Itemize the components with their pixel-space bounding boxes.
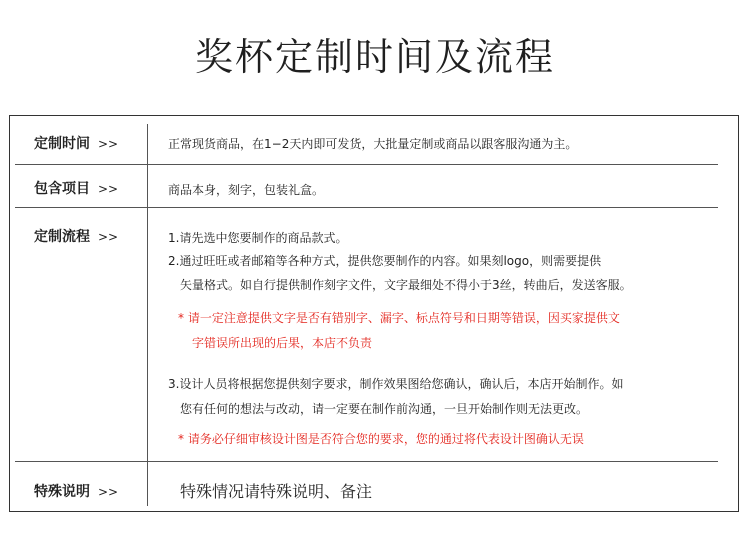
row-label-text: 定制时间 [34, 136, 90, 152]
row-value-included-items: 商品本身，刻字，包装礼盒。 [168, 183, 325, 197]
row-label-text: 包含项目 [34, 181, 90, 197]
row-label-custom-time [34, 133, 118, 153]
process-step-1: 1.请先选中您要制作的商品款式。 [168, 231, 348, 245]
chevron-right-icon: >> [98, 182, 119, 196]
row-label-text: 特殊说明 [34, 484, 90, 500]
warning-note-1-cont: 字错误所出现的后果，本店不负责 [192, 336, 373, 350]
row-value-special-notes: 特殊情况请特殊说明、备注 [180, 482, 373, 501]
chevron-right-icon: >> [98, 137, 119, 151]
warning-note-1: * 请一定注意提供文字是否有错别字、漏字、标点符号和日期等错误，因买家提供文 [178, 311, 620, 325]
row-divider [15, 207, 718, 208]
row-label-custom-process [34, 226, 118, 246]
warning-note-2: * 请务必仔细审核设计图是否符合您的要求，您的通过将代表设计图确认无误 [178, 432, 584, 446]
chevron-right-icon: >> [98, 230, 119, 244]
process-step-3-cont: 您有任何的想法与改动，请一定要在制作前沟通，一旦开始制作则无法更改。 [180, 402, 589, 416]
row-label-special-notes [34, 481, 118, 501]
row-label-included-items [34, 178, 118, 198]
chevron-right-icon: >> [98, 485, 119, 499]
row-divider [15, 461, 718, 462]
row-label-text: 定制流程 [34, 229, 90, 245]
process-step-2-cont: 矢量格式。如自行提供制作刻字文件，文字最细处不得小于3丝，转曲后，发送客服。 [180, 278, 632, 292]
process-step-2: 2.通过旺旺或者邮箱等各种方式，提供您要制作的内容。如果刻logo，则需要提供 [168, 254, 602, 268]
row-value-custom-time: 正常现货商品，在1−2天内即可发货，大批量定制或商品以跟客服沟通为主。 [168, 137, 578, 151]
column-divider [147, 124, 148, 506]
row-divider [15, 164, 718, 165]
page-title: 奖杯定制时间及流程 [194, 35, 555, 79]
process-step-3: 3.设计人员将根据您提供刻字要求，制作效果图给您确认，确认后，本店开始制作。如 [168, 377, 624, 391]
